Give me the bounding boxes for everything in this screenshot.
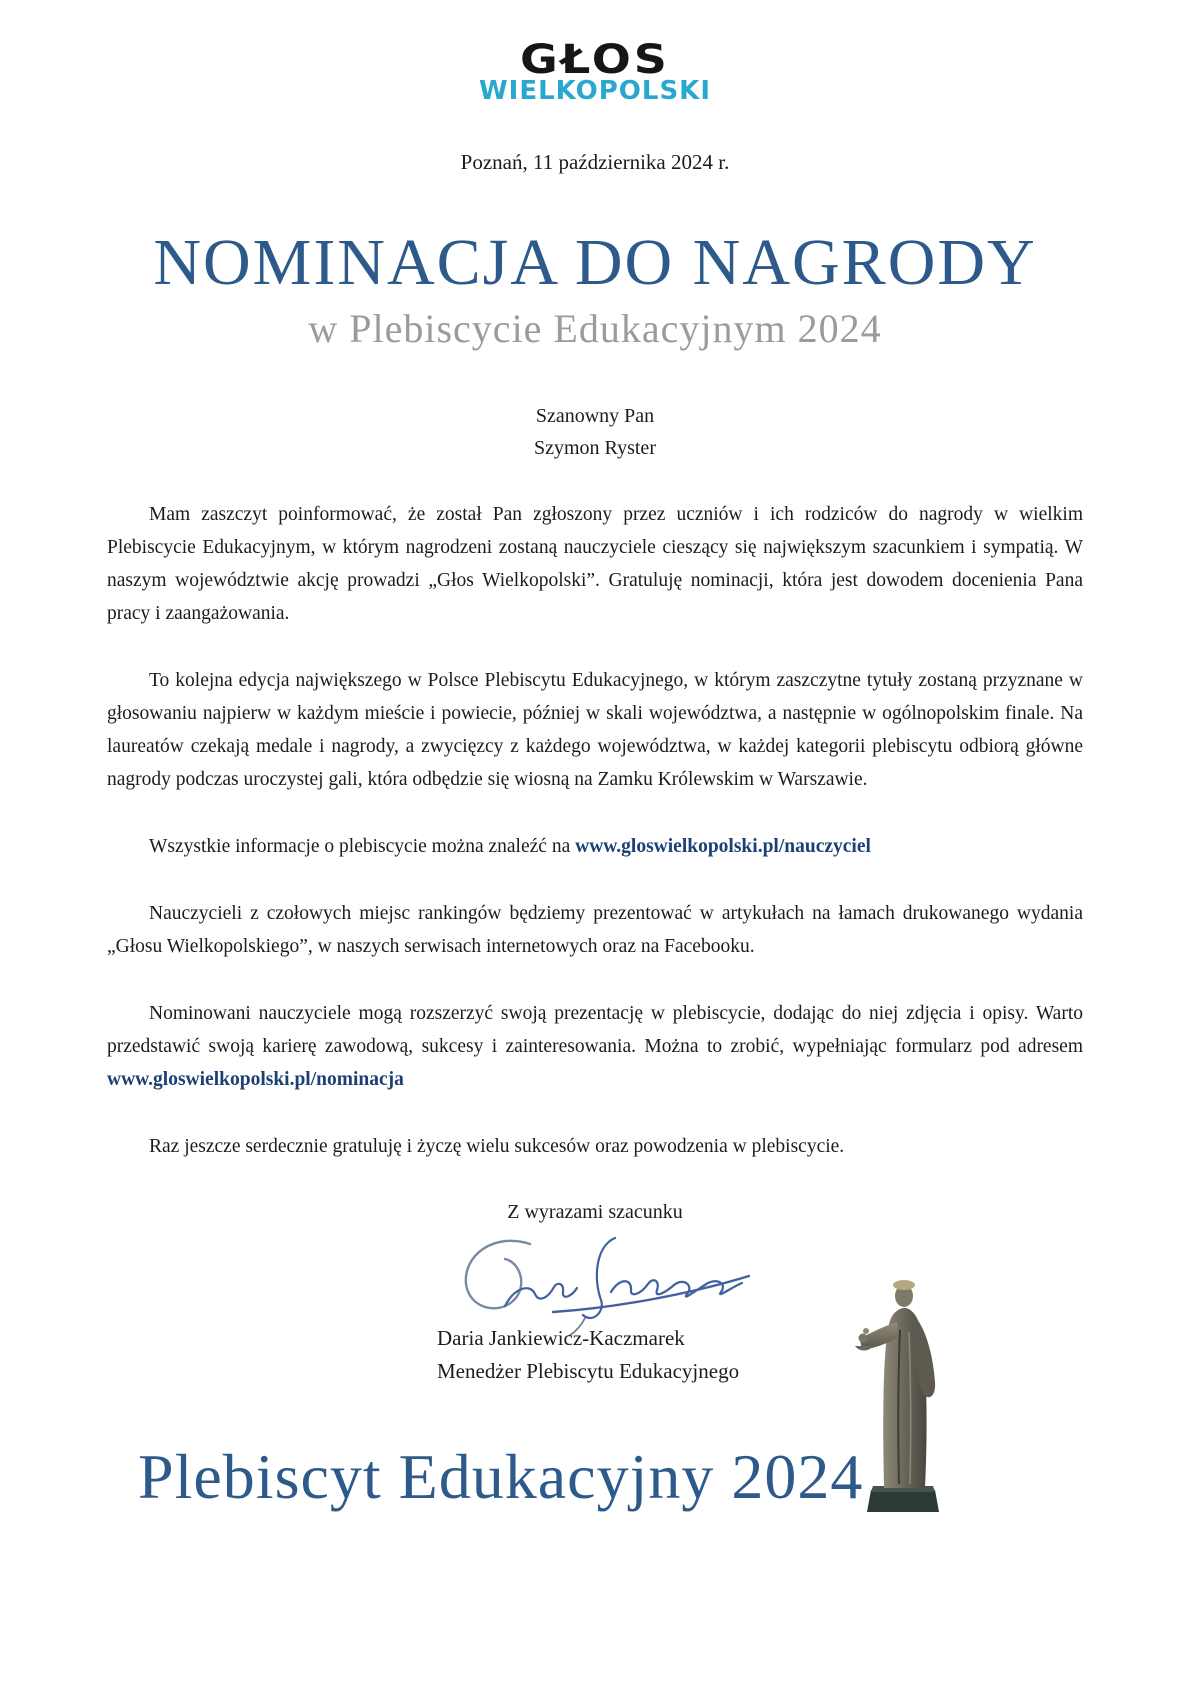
glos-wielkopolski-logo (0, 0, 1190, 104)
info-link-lead-text: Wszystkie informacje o plebiscycie można znaleźć na (149, 836, 571, 857)
signer-block (437, 1322, 1083, 1388)
link-nominacja-url[interactable]: www.gloswielkopolski.pl/nominacja (107, 1069, 404, 1090)
signer-title: Menedżer Plebiscytu Edukacyjnego (437, 1359, 740, 1383)
logo-wielkopolski-wordmark: WIELKOPOLSKI (478, 76, 712, 106)
campaign-title: Plebiscyt Edukacyjny 2024 (138, 1441, 864, 1512)
nomination-link-lead-text: Nominowani nauczyciele mogą rozszerzyć swoją prezentację w plebiscycie, dodając do niej zdjęcia i opisy. Warto przedstawić swoją karierę zawodową, sukcesy i zainteresowania. Można to zrobić, wypełniając formularz pod adresem (107, 1003, 1083, 1057)
paragraph-press-presentation: Nauczycieli z czołowych miejsc rankingów będziemy prezentować w artykułach na łamach drukowanego wydania „Głosu Wielkopolskiego”, w naszych serwisach internetowych oraz na Facebooku. (107, 903, 1083, 957)
letter-body (0, 498, 1190, 1388)
logo-glos-wordmark: GŁOS (520, 35, 670, 83)
link-nauczyciel-url[interactable]: www.gloswielkopolski.pl/nauczyciel (575, 836, 871, 857)
paragraph-congratulations: Raz jeszcze serdecznie gratuluję i życzę wielu sukcesów oraz powodzenia w plebiscycie. (149, 1136, 845, 1157)
paragraph-nomination-info: Mam zaszczyt poinformować, że został Pan zgłoszony przez uczniów i ich rodziców do nagrody w wielkim Plebiscycie Edukacyjnym, w którym nagrodzeni zostaną nauczyciele cieszący się największym szacunkiem i sympatią. W naszym województwie akcję prowadzi „Głos Wielkopolski”. Gratuluję nominacji, która jest dowodem docenienia Pana pracy i zaangażowania. (107, 504, 1083, 624)
paragraph-profile-extension (107, 997, 1083, 1096)
addressee-name: Szymon Ryster (534, 437, 656, 459)
paragraph-plebiscite-description: To kolejna edycja największego w Polsce Plebiscytu Edukacyjnego, w którym zaszczytne tytuły zostaną przyznane w głosowaniu najpierw w każdym mieście i powiecie, później w skali województwa, a następnie w ogólnopolskim finale. Na laureatów czekają medale i nagrody, a zwycięzcy z każdego województwa, w każdej kategorii plebiscytu odbiorą główne nagrody podczas uroczystej gali, która odbędzie się wiosną na Zamku Królewskim w Warszawie. (107, 670, 1083, 790)
handwritten-signature-image (435, 1226, 755, 1336)
salutation: Szanowny Pan (535, 405, 655, 427)
letter-title: NOMINACJA DO NAGRODY (153, 226, 1037, 299)
dateline: Poznań, 11 października 2024 r. (460, 150, 730, 174)
paragraph-info-link (107, 830, 1083, 863)
valediction: Z wyrazami szacunku (507, 1201, 683, 1223)
letter-subtitle: w Plebiscycie Edukacyjnym 2024 (308, 306, 882, 351)
statuette-award-image (851, 1270, 955, 1515)
signer-name: Daria Jankiewicz-Kaczmarek (437, 1326, 685, 1350)
addressee-block (0, 400, 1190, 464)
